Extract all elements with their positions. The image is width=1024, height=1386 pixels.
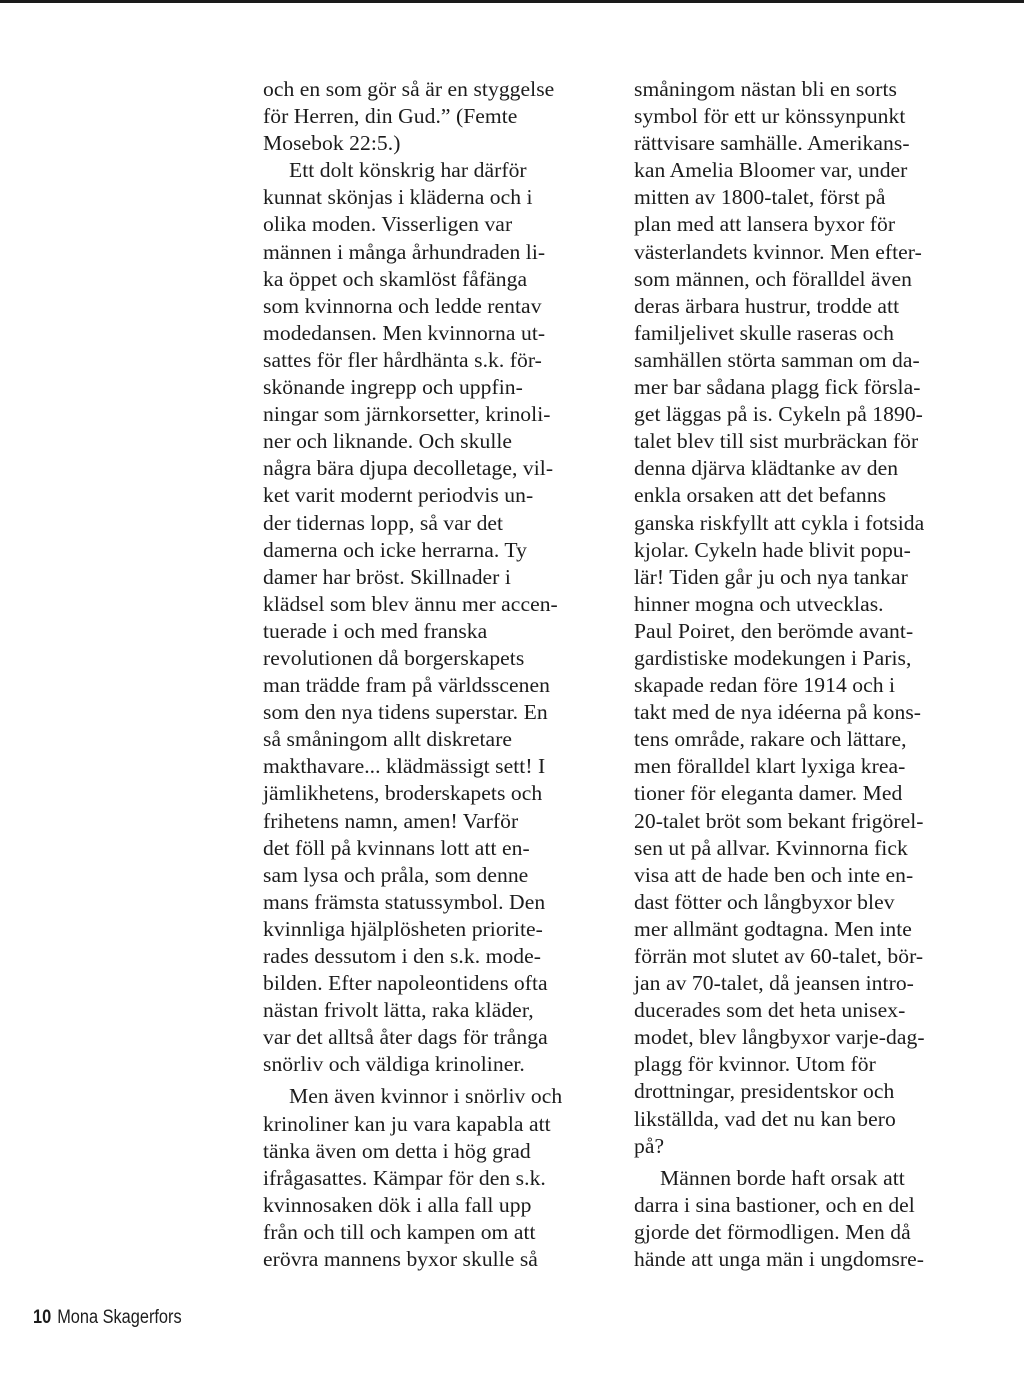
text-line: jämlikhetens, broderskapets och	[263, 781, 543, 806]
text-line: för Herren, din Gud.” (Femte	[263, 104, 518, 129]
text-line: damerna och icke herrarna. Ty	[263, 537, 527, 562]
text-line: kan Amelia Bloomer var, under	[634, 158, 908, 183]
text-line: förrän mot slutet av 60-talet, bör-	[634, 944, 924, 968]
text-line: sam lysa och pråla, som denne	[263, 862, 529, 887]
text-line: symbol för ett ur könssynpunkt	[634, 104, 906, 129]
text-line: västerlandets kvinnor. Men efter-	[634, 239, 922, 264]
text-line: olika moden. Visserligen var	[263, 212, 513, 237]
text-line: kvinnliga hjälplösheten priorite-	[263, 916, 543, 941]
text-line: lär! Tiden går ju och nya tankar	[634, 564, 908, 589]
text-line: darra i sina bastioner, och en del	[634, 1192, 915, 1217]
text-line: tioner för eleganta damer. Med	[634, 781, 903, 806]
text-line: skönande ingrepp och uppfin-	[263, 375, 523, 400]
text-line: ningar som järnkorsetter, krinoli-	[263, 402, 551, 427]
text-line: sen ut på allvar. Kvinnorna fick	[634, 835, 908, 860]
text-column-right	[634, 76, 1014, 1273]
text-line: skapade redan före 1914 och i	[634, 673, 896, 698]
text-column-left	[263, 76, 623, 1273]
text-line: rades dessutom i den s.k. mode-	[263, 944, 542, 968]
text-line: revolutionen då borgerskapets	[263, 645, 525, 670]
text-line: kunnat skönjas i kläderna och i	[263, 185, 533, 210]
text-line: damer har bröst. Skillnader i	[263, 564, 511, 589]
text-line: från och till och kampen om att	[263, 1219, 536, 1244]
text-line: enkla orsaken att det befanns	[634, 483, 887, 508]
text-line: tänka även om detta i hög grad	[263, 1138, 531, 1163]
text-line: plagg för kvinnor. Utom för	[634, 1052, 876, 1077]
text-line: visa att de hade ben och inte en-	[634, 862, 914, 887]
text-line: likställda, vad det nu kan bero	[634, 1106, 896, 1131]
text-line: Mosebok 22:5.)	[263, 131, 401, 156]
text-line: hinner mogna och utvecklas.	[634, 591, 884, 616]
text-line: man trädde fram på världsscenen	[263, 673, 550, 698]
page-footer	[33, 1307, 182, 1329]
text-line: denna djärva klädtanke av den	[634, 456, 899, 481]
text-line: småningom nästan bli en sorts	[634, 77, 897, 101]
text-line: mans främsta statussymbol. Den	[263, 889, 546, 914]
text-line: var det alltså åter dags för trånga	[263, 1025, 548, 1050]
text-line: Männen borde haft orsak att	[660, 1165, 905, 1190]
text-line: mitten av 1800-talet, först på	[634, 185, 886, 210]
text-line: hände att unga män i ungdomsre-	[634, 1247, 924, 1272]
text-line: som den nya tidens superstar. En	[263, 700, 548, 725]
author-name: Mona Skagerfors	[57, 1307, 182, 1328]
text-line: ka öppet och skamlöst fåfänga	[263, 266, 528, 291]
text-line: plan med att lansera byxor för	[634, 212, 896, 237]
text-line: Paul Poiret, den berömde avant-	[634, 618, 914, 643]
text-line: kjolar. Cykeln hade blivit popu-	[634, 537, 911, 562]
text-line: modet, blev långbyxor varje-dag-	[634, 1025, 925, 1050]
text-line: bilden. Efter napoleontidens ofta	[263, 971, 548, 996]
text-line: der tidernas lopp, så var det	[263, 510, 504, 535]
text-line: dast fötter och långbyxor blev	[634, 889, 895, 914]
text-line: klädsel som blev ännu mer accen-	[263, 591, 558, 616]
text-line: tens område, rakare och lättare,	[634, 727, 907, 752]
text-line: som männen, och föralldel även	[634, 266, 912, 291]
text-line: ner och liknande. Och skulle	[263, 429, 513, 454]
text-line: ket varit modernt periodvis un-	[263, 483, 534, 508]
text-line: Men även kvinnor i snörliv och	[289, 1084, 563, 1109]
text-line: modedansen. Men kvinnorna ut-	[263, 320, 546, 345]
text-line: så småningom allt diskretare	[263, 727, 513, 752]
text-line: och en som gör så är en styggelse	[263, 77, 555, 101]
text-line: snörliv och väldiga krinoliner.	[263, 1052, 525, 1077]
text-line: talet blev till sist murbräckan för	[634, 429, 919, 454]
text-line: gjorde det förmodligen. Men då	[634, 1219, 911, 1244]
text-line: frihetens namn, amen! Varför	[263, 808, 519, 833]
text-line: som kvinnorna och ledde rentav	[263, 293, 542, 318]
text-line: samhällen störta samman om da-	[634, 347, 920, 372]
text-line: get läggas på is. Cykeln på 1890-	[634, 402, 923, 427]
text-line: gardistiske modekungen i Paris,	[634, 645, 912, 670]
text-line: Ett dolt könskrig har därför	[289, 158, 527, 183]
text-line: nästan frivolt lätta, raka kläder,	[263, 998, 534, 1023]
text-line: 20-talet bröt som bekant frigörel-	[634, 808, 924, 833]
text-line: ganska riskfyllt att cykla i fotsida	[634, 510, 925, 535]
text-line: ifrågasattes. Kämpar för den s.k.	[263, 1165, 546, 1190]
text-line: erövra mannens byxor skulle så	[263, 1247, 538, 1272]
text-line: tuerade i och med franska	[263, 618, 488, 643]
text-line: några bära djupa decolletage, vil-	[263, 456, 554, 481]
text-line: drottningar, presidentskor och	[634, 1079, 895, 1104]
page-top-edge	[0, 0, 1024, 3]
text-line: mer allmänt godtagna. Men inte	[634, 916, 912, 941]
text-line: det föll på kvinnans lott att en-	[263, 835, 530, 860]
text-line: männen i många århundraden li-	[263, 239, 546, 264]
text-line: mer bar sådana plagg fick försla-	[634, 375, 921, 400]
text-line: makthavare... klädmässigt sett! I	[263, 754, 546, 779]
text-line: takt med de nya idéerna på kons-	[634, 700, 922, 725]
text-line: men föralldel klart lyxiga krea-	[634, 754, 906, 779]
text-line: rättvisare samhälle. Amerikans-	[634, 131, 910, 156]
text-line: ducerades som det heta unisex-	[634, 998, 906, 1023]
text-line: på?	[634, 1133, 665, 1158]
page-number: 10	[33, 1307, 52, 1328]
text-line: jan av 70-talet, då jeansen intro-	[634, 971, 914, 996]
text-line: krinoliner kan ju vara kapabla att	[263, 1111, 551, 1136]
text-line: deras ärbara hustrur, trodde att	[634, 293, 900, 318]
text-line: sattes för fler hårdhänta s.k. för-	[263, 347, 542, 372]
text-line: kvinnosaken dök i alla fall upp	[263, 1192, 532, 1217]
text-line: familjelivet skulle raseras och	[634, 320, 894, 345]
